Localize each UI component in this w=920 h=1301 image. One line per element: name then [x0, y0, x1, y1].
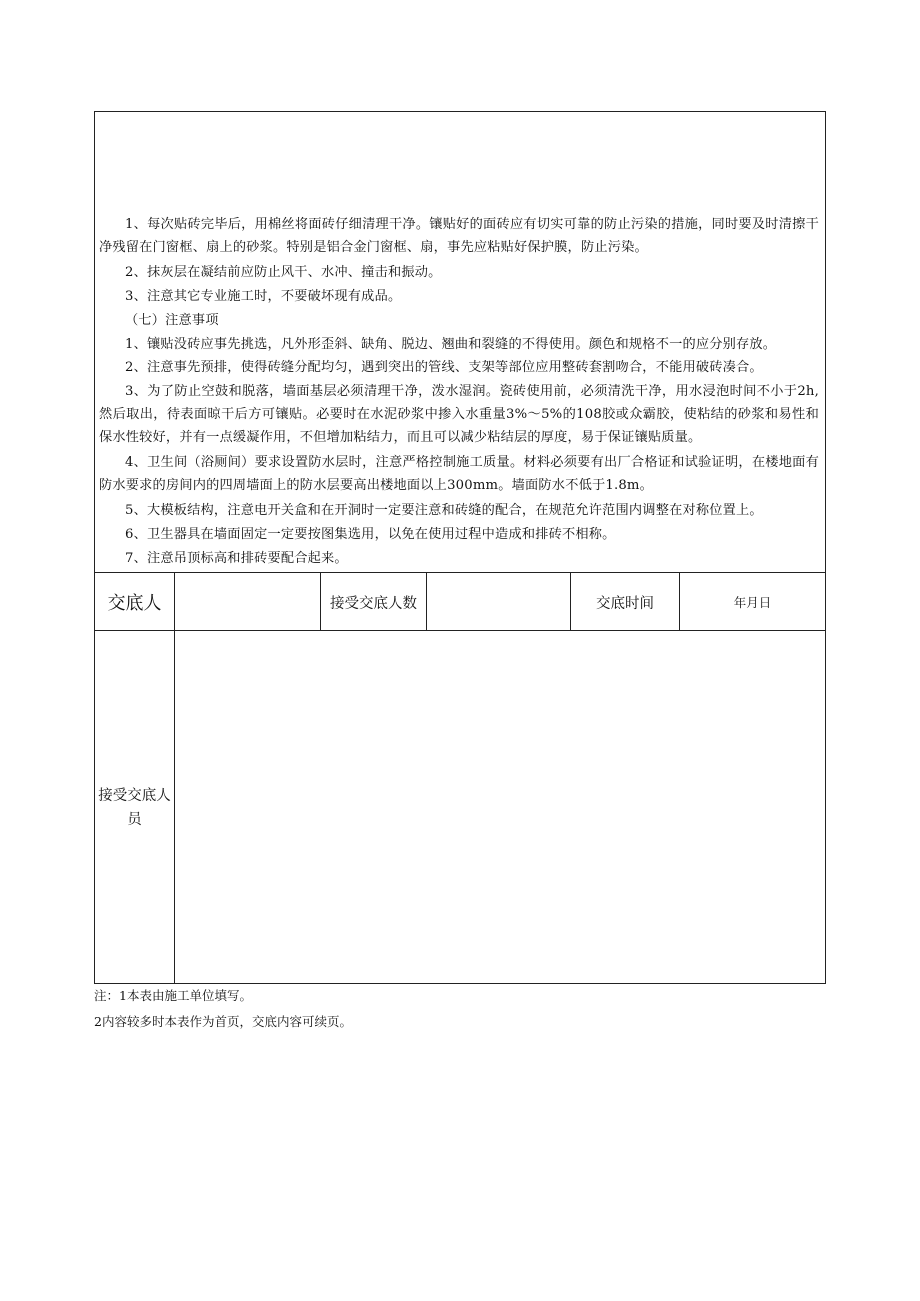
discloser-field[interactable] — [175, 573, 321, 631]
receivers-count-field[interactable] — [427, 573, 571, 631]
section-heading: （七）注意事项 — [125, 313, 219, 328]
note-2: 2内容较多时本表作为首页，交底内容可续页。 — [94, 1014, 352, 1029]
signature-row — [95, 572, 825, 631]
paragraph-3: 3、注意其它专业施工时，不要破坏现有成品。 — [125, 289, 402, 304]
discloser-label: 交底人 — [95, 573, 175, 631]
paragraph-10: 7、注意吊顶标高和排砖要配合起来。 — [125, 551, 348, 566]
paragraph-9: 6、卫生器具在墙面固定一定要按图集选用，以免在使用过程中造成和排砖不相称。 — [125, 527, 616, 542]
receivers-label: 接受交底人员 — [95, 631, 175, 984]
content-area — [95, 112, 825, 572]
paragraph-4: 1、镶贴没砖应事先挑选，凡外形歪斜、缺角、脱边、翘曲和裂缝的不得使用。颜色和规格不一的应分别存放。 — [125, 337, 777, 352]
disclosure-form — [94, 111, 826, 984]
paragraph-5: 2、注意事先预排，使得砖缝分配均匀，遇到突出的管线、支架等部位应用整砖套割吻合，不能用破砖凑合。 — [125, 360, 763, 375]
time-label: 交底时间 — [571, 573, 680, 631]
paragraph-1: 1、每次贴砖完毕后，用棉丝将面砖仔细清理干净。镶贴好的面砖应有切实可靠的防止污染的措施，同时要及时清擦干净残留在门窗框、扇上的砂浆。特别是铝合金门窗框、扇，事先应粘贴好保护膜，防止污染。 — [99, 217, 819, 255]
receivers-field[interactable] — [175, 631, 825, 984]
time-field[interactable]: 年月日 — [733, 595, 772, 610]
note-1: 注：1本表由施工单位填写。 — [94, 988, 252, 1003]
paragraph-6: 3、为了防止空鼓和脱落，墙面基层必须清理干净，泼水湿润。瓷砖使用前，必须清洗干净，用水浸泡时间不小于2h,然后取出，待表面晾干后方可镶贴。必要时在水泥砂浆中掺入水重量3%～5%的108胶或众霸胶，使粘结的砂浆和易性和保水性较好，并有一点缓凝作用，不但增加粘结力，而且可以减少粘结层的厚度，易于保证镶贴质量。 — [99, 384, 819, 445]
paragraph-8: 5、大模板结构，注意电开关盒和在开洞时一定要注意和砖缝的配合，在规范允许范围内调整在对称位置上。 — [125, 503, 763, 518]
receivers-count-label: 接受交底人数 — [321, 573, 427, 631]
paragraph-7: 4、卫生间（浴厕间）要求设置防水层时，注意严格控制施工质量。材料必须要有出厂合格证和试验证明，在楼地面有防水要求的房间内的四周墙面上的防水层要高出楼地面以上300mm。墙面防水不低于1.8m。 — [99, 455, 819, 493]
paragraph-2: 2、抹灰层在凝结前应防止风干、水冲、撞击和振动。 — [125, 265, 442, 280]
receivers-row — [95, 630, 825, 984]
